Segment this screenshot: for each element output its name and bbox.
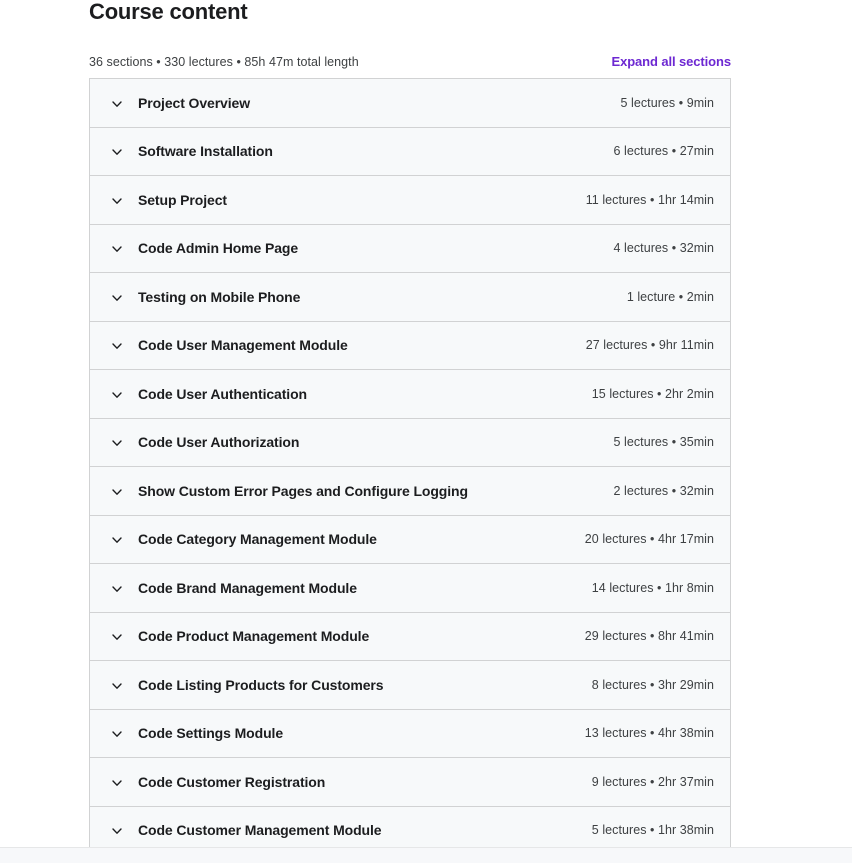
section-meta: 14 lectures • 1hr 8min [591, 580, 714, 595]
section-row-left [110, 143, 273, 159]
section-list [89, 78, 731, 855]
section-row-left [110, 386, 307, 402]
section-title: Code Customer Registration [138, 773, 326, 790]
section-title: Code User Management Module [138, 337, 348, 354]
section-title: Code Brand Management Module [138, 579, 357, 596]
chevron-down-icon [110, 242, 124, 256]
chevron-down-icon [110, 145, 124, 159]
section-row-left [110, 725, 283, 741]
section-meta: 8 lectures • 3hr 29min [591, 677, 714, 692]
section-row-left [110, 677, 383, 693]
section-row[interactable] [90, 322, 730, 371]
section-meta: 9 lectures • 2hr 37min [591, 774, 714, 789]
chevron-down-icon [110, 97, 124, 111]
section-title: Code Category Management Module [138, 531, 377, 548]
section-row-left [110, 580, 357, 596]
page-title: Course content [89, 0, 248, 24]
section-row-left [110, 531, 377, 547]
section-meta: 4 lectures • 32min [613, 241, 714, 256]
chevron-down-icon [110, 630, 124, 644]
section-row[interactable] [90, 273, 730, 322]
chevron-down-icon [110, 291, 124, 305]
section-meta: 29 lectures • 8hr 41min [584, 629, 714, 644]
section-meta: 5 lectures • 35min [613, 435, 714, 450]
chevron-down-icon [110, 727, 124, 741]
section-row[interactable] [90, 758, 730, 807]
section-title: Testing on Mobile Phone [138, 288, 301, 305]
page-bottom-strip [0, 847, 852, 863]
section-title: Setup Project [138, 191, 227, 208]
section-meta: 1 lecture • 2min [626, 289, 714, 304]
section-row-left [110, 240, 298, 256]
section-row[interactable] [90, 79, 730, 128]
section-row[interactable] [90, 564, 730, 613]
section-row-left [110, 337, 348, 353]
section-row[interactable] [90, 419, 730, 468]
section-row-left [110, 192, 227, 208]
chevron-down-icon [110, 679, 124, 693]
section-meta: 13 lectures • 4hr 38min [584, 726, 714, 741]
section-meta: 5 lectures • 9min [620, 95, 714, 110]
section-row[interactable] [90, 225, 730, 274]
section-title: Code User Authentication [138, 385, 307, 402]
section-title: Code Settings Module [138, 725, 284, 742]
chevron-down-icon [110, 436, 124, 450]
course-summary-text: 36 sections • 330 lectures • 85h 47m total length [89, 55, 359, 69]
section-row-left [110, 774, 325, 790]
section-title: Code Product Management Module [138, 628, 370, 645]
section-meta: 15 lectures • 2hr 2min [591, 386, 714, 401]
section-title: Code User Authorization [138, 434, 300, 451]
section-row-left [110, 95, 250, 111]
section-row-left [110, 434, 299, 450]
section-title: Code Admin Home Page [138, 240, 299, 257]
chevron-down-icon [110, 582, 124, 596]
section-row[interactable] [90, 710, 730, 759]
section-row[interactable] [90, 467, 730, 516]
section-row[interactable] [90, 128, 730, 177]
section-row-left [110, 483, 468, 499]
chevron-down-icon [110, 485, 124, 499]
section-row[interactable] [90, 176, 730, 225]
section-row-left [110, 289, 300, 305]
section-meta: 11 lectures • 1hr 14min [585, 192, 714, 207]
section-row[interactable] [90, 613, 730, 662]
chevron-down-icon [110, 533, 124, 547]
course-meta-row [89, 54, 731, 69]
expand-all-sections-link[interactable]: Expand all sections [611, 54, 731, 69]
section-title: Project Overview [138, 94, 251, 111]
section-title: Code Customer Management Module [138, 822, 382, 839]
section-title: Code Listing Products for Customers [138, 676, 384, 693]
chevron-down-icon [110, 388, 124, 402]
chevron-down-icon [110, 824, 124, 838]
section-row-left [110, 628, 369, 644]
chevron-down-icon [110, 339, 124, 353]
section-meta: 5 lectures • 1hr 38min [591, 823, 714, 838]
section-meta: 27 lectures • 9hr 11min [585, 338, 714, 353]
section-meta: 2 lectures • 32min [613, 483, 714, 498]
section-row[interactable] [90, 516, 730, 565]
section-title: Show Custom Error Pages and Configure Logging [138, 482, 468, 499]
chevron-down-icon [110, 776, 124, 790]
section-title: Software Installation [138, 143, 273, 160]
section-row[interactable] [90, 370, 730, 419]
chevron-down-icon [110, 194, 124, 208]
section-row-left [110, 822, 381, 838]
section-row[interactable] [90, 661, 730, 710]
section-meta: 6 lectures • 27min [613, 144, 714, 159]
section-meta: 20 lectures • 4hr 17min [584, 532, 714, 547]
